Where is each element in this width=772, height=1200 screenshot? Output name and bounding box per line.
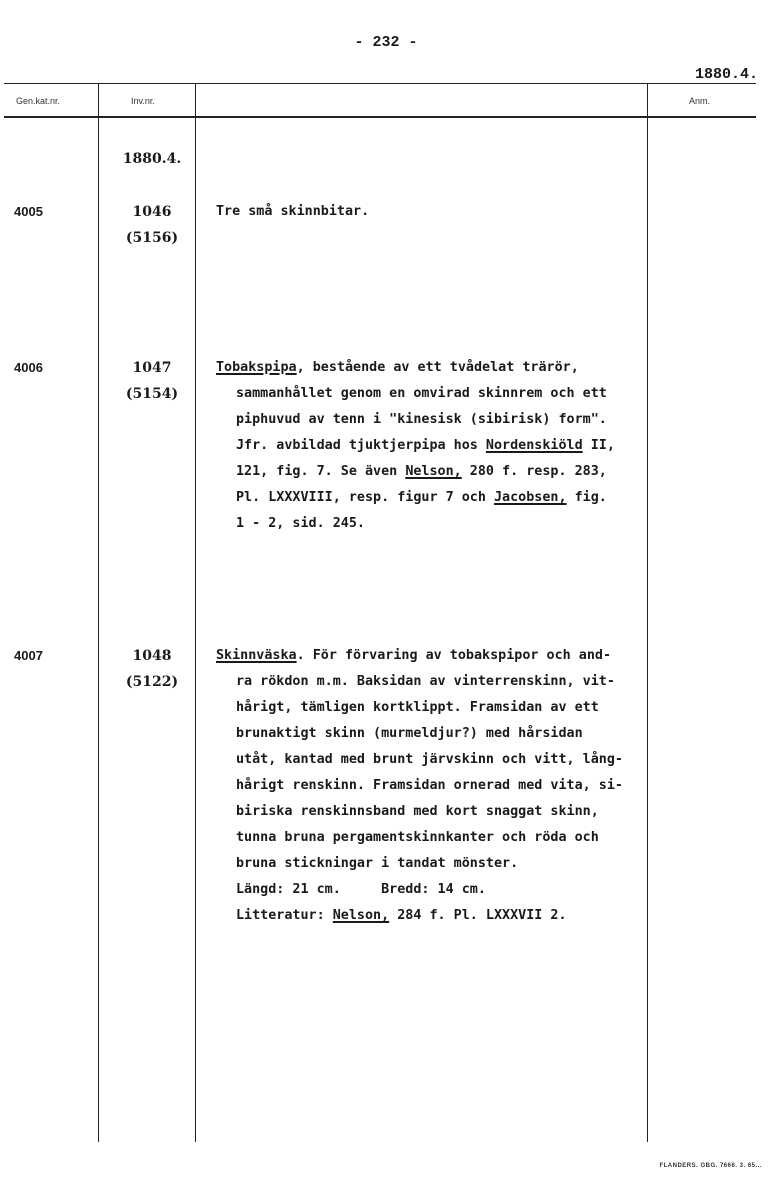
literature-reference: Nelson,: [405, 464, 462, 479]
description-line: brunaktigt skinn (murmeldjur?) med hårsidan: [236, 726, 583, 741]
column-divider-2: [195, 84, 196, 1142]
group-label: 1880.4.: [122, 151, 182, 167]
description-text: fig.: [566, 490, 607, 505]
object-term: Tobakspipa: [216, 360, 297, 375]
entry-inv-number: [110, 643, 194, 695]
description-line: Längd: 21 cm. Bredd: 14 cm.: [236, 882, 486, 897]
literature-reference: Jacobsen,: [493, 490, 567, 505]
inv-number: 1047: [132, 360, 172, 376]
description-line: piphuvud av tenn i "kinesisk (sibirisk) form".: [236, 412, 607, 427]
column-divider-3: [647, 84, 648, 1142]
inv-alt-number: (5154): [125, 386, 179, 402]
description-line: ra rökdon m.m. Baksidan av vinterrenskinn, vit-: [236, 674, 615, 689]
description-line: hårigt renskinn. Framsidan ornerad med vita, si-: [236, 778, 623, 793]
entry-inv-number: [110, 355, 194, 407]
header-rule-top: [4, 83, 756, 84]
description-text: 121, fig. 7. Se även: [236, 464, 406, 479]
description-text: , bestående av ett tvådelat trärör,: [296, 360, 579, 375]
description-text: . För förvaring av tobakspipor och and-: [296, 648, 612, 663]
description-text: Litteratur:: [236, 908, 333, 923]
entry-gen-kat-number: 4006: [14, 360, 43, 375]
literature-reference: Nelson,: [332, 908, 390, 923]
header-rule-bottom: [4, 116, 756, 118]
object-term: Skinnväska: [216, 648, 297, 663]
page-number: - 232 -: [354, 34, 418, 51]
description-line: tunna bruna pergamentskinnkanter och röda och: [236, 830, 599, 845]
description-line: 1 - 2, sid. 245.: [236, 516, 365, 531]
description-text: 280 f. resp. 283,: [461, 464, 607, 479]
entry-gen-kat-number: 4007: [14, 648, 43, 663]
inv-alt-number: (5156): [125, 230, 179, 246]
description-text: II,: [582, 438, 615, 453]
inv-number: 1046: [132, 204, 172, 220]
column-divider-1: [98, 84, 99, 1142]
description-text: Pl. LXXXVIII, resp. figur 7 och: [236, 490, 494, 505]
entry-gen-kat-number: 4005: [14, 204, 43, 219]
description-line: sammanhållet genom en omvirad skinnrem och ett: [236, 386, 607, 401]
header-reference: 1880.4.: [694, 66, 758, 83]
entry-description: [216, 355, 652, 537]
column-header-anm: Anm.: [689, 96, 711, 106]
entry-inv-number: [110, 199, 194, 251]
printer-mark: FLANDERS. GBG. 7666. 3. 65...: [659, 1163, 762, 1169]
description-line: Tre små skinnbitar.: [216, 204, 370, 219]
column-header-inv: Inv.nr.: [131, 96, 155, 106]
entry-description: [216, 199, 652, 225]
description-text: Jfr. avbildad tjuktjerpipa hos: [236, 438, 486, 453]
entry-description: [216, 643, 652, 929]
column-header-gen-kat: Gen.kat.nr.: [16, 96, 61, 106]
description-text: 284 f. Pl. LXXXVII 2.: [389, 908, 567, 923]
description-line: utåt, kantad med brunt järvskinn och vitt, lång-: [236, 752, 623, 767]
description-line: bruna stickningar i tandat mönster.: [236, 856, 519, 871]
inv-number: 1048: [132, 648, 172, 664]
literature-reference: Nordenskiöld: [485, 438, 583, 453]
description-line: hårigt, tämligen kortklippt. Framsidan av ett: [236, 700, 599, 715]
inv-alt-number: (5122): [125, 674, 179, 690]
description-line: biriska renskinnsband med kort snaggat skinn,: [236, 804, 599, 819]
